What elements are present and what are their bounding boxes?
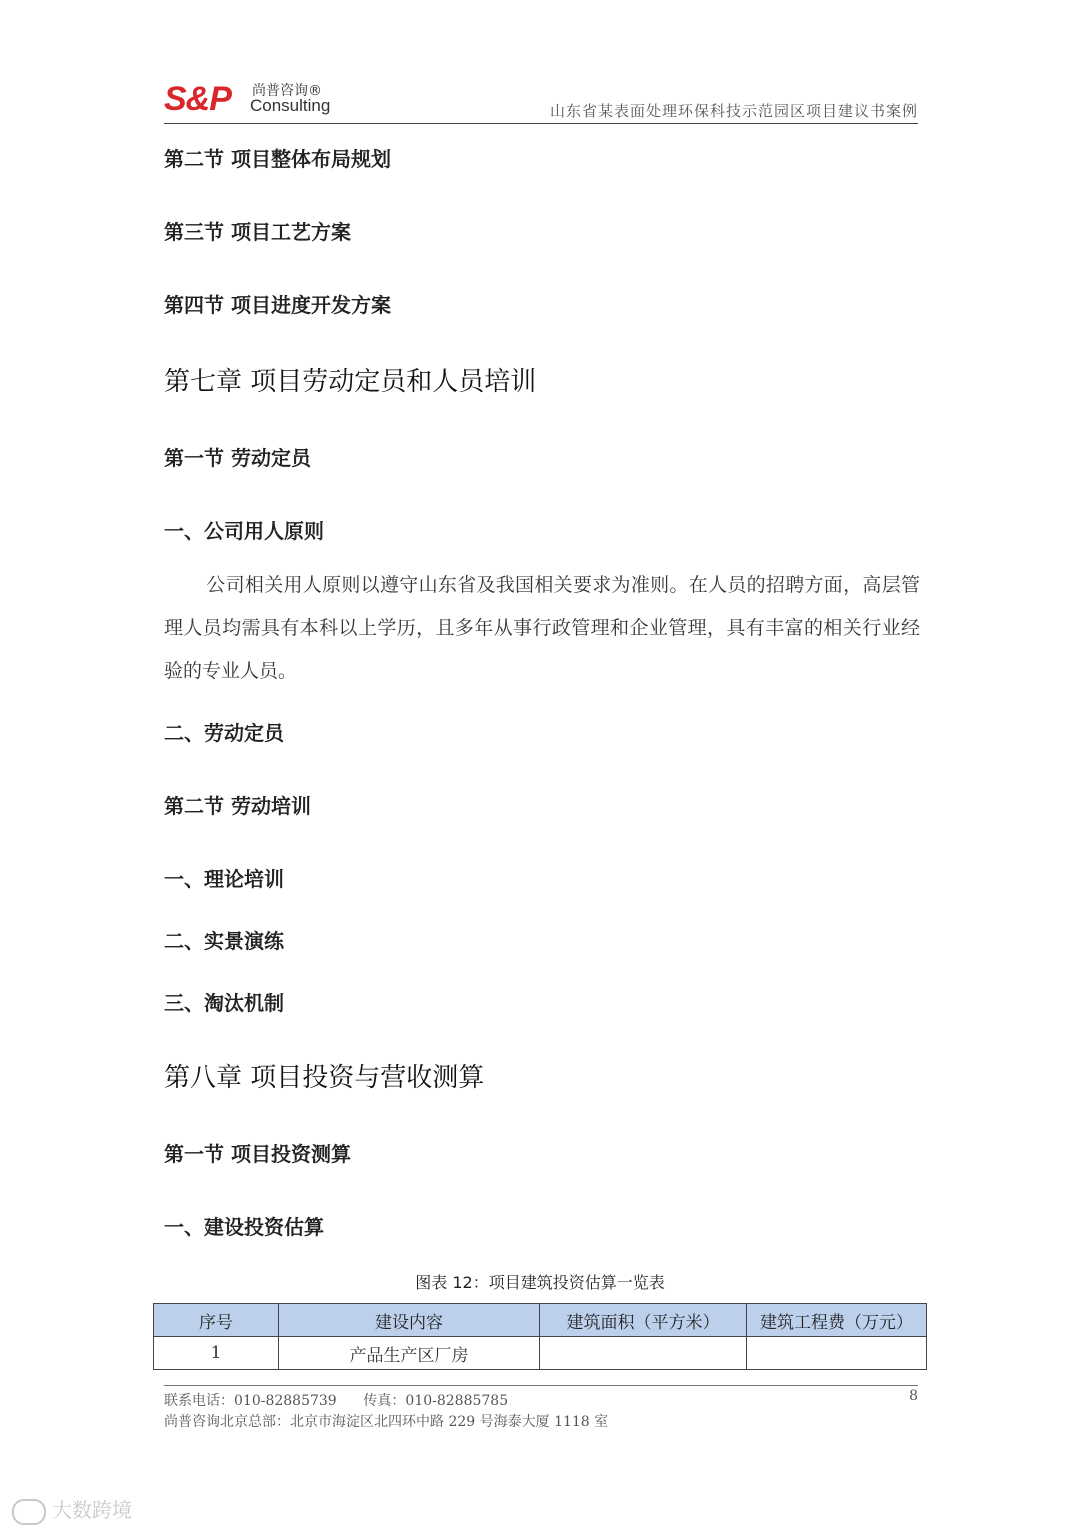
subsection-heading: 一、公司用人原则	[164, 519, 324, 543]
table-header-row	[154, 1304, 927, 1337]
page-header	[164, 72, 918, 124]
section-heading: 第四节 项目进度开发方案	[164, 293, 391, 317]
subsection-heading: 一、理论培训	[164, 867, 284, 891]
table-cell	[747, 1337, 927, 1370]
section-heading: 第三节 项目工艺方案	[164, 220, 351, 244]
watermark-text: 大数跨境	[52, 1498, 132, 1522]
column-header: 建筑面积（平方米）	[540, 1304, 747, 1337]
footer-contact: 联系电话：010-82885739 传真：010-82885785	[164, 1393, 509, 1409]
footer-divider	[164, 1385, 918, 1386]
chat-bubble-icon	[12, 1499, 46, 1525]
subsection-heading: 二、劳动定员	[164, 721, 284, 745]
table-row	[154, 1337, 927, 1370]
column-header: 建筑工程费（万元）	[747, 1304, 927, 1337]
table-cell: 1	[154, 1337, 279, 1370]
column-header: 建设内容	[279, 1304, 540, 1337]
table-cell: 产品生产区厂房	[279, 1337, 540, 1370]
subsection-heading: 三、淘汰机制	[164, 991, 284, 1015]
section-heading: 第一节 劳动定员	[164, 446, 311, 470]
table-caption: 图表 12：项目建筑投资估算一览表	[415, 1273, 665, 1292]
document-title: 山东省某表面处理环保科技示范园区项目建议书案例	[549, 102, 918, 120]
section-heading: 第一节 项目投资测算	[164, 1142, 351, 1166]
paragraph-text: 公司相关用人原则以遵守山东省及我国相关要求为准则。在人员的招聘方面，高层管理人员均需具有本科以上学历，且多年从事行政管理和企业管理，具有丰富的相关行业经验的专业人员。	[164, 574, 920, 682]
page-number: 8	[909, 1388, 918, 1404]
logo-english-name: Consulting	[250, 96, 331, 115]
header-divider	[164, 123, 918, 124]
chapter-heading: 第七章 项目劳动定员和人员培训	[164, 367, 537, 397]
body-paragraph	[164, 564, 920, 693]
subsection-heading: 一、建设投资估算	[164, 1215, 324, 1239]
section-heading: 第二节 项目整体布局规划	[164, 147, 391, 171]
footer-address: 尚普咨询北京总部：北京市海淀区北四环中路 229 号海泰大厦 1118 室	[164, 1414, 609, 1430]
logo-mark: S&P	[164, 80, 231, 118]
logo-chinese-name: 尚普咨询®	[252, 83, 322, 99]
table-cell	[540, 1337, 747, 1370]
chapter-heading: 第八章 项目投资与营收测算	[164, 1063, 485, 1093]
column-header: 序号	[154, 1304, 279, 1337]
subsection-heading: 二、实景演练	[164, 929, 284, 953]
investment-table	[153, 1303, 927, 1370]
watermark	[12, 1494, 132, 1525]
section-heading: 第二节 劳动培训	[164, 794, 311, 818]
